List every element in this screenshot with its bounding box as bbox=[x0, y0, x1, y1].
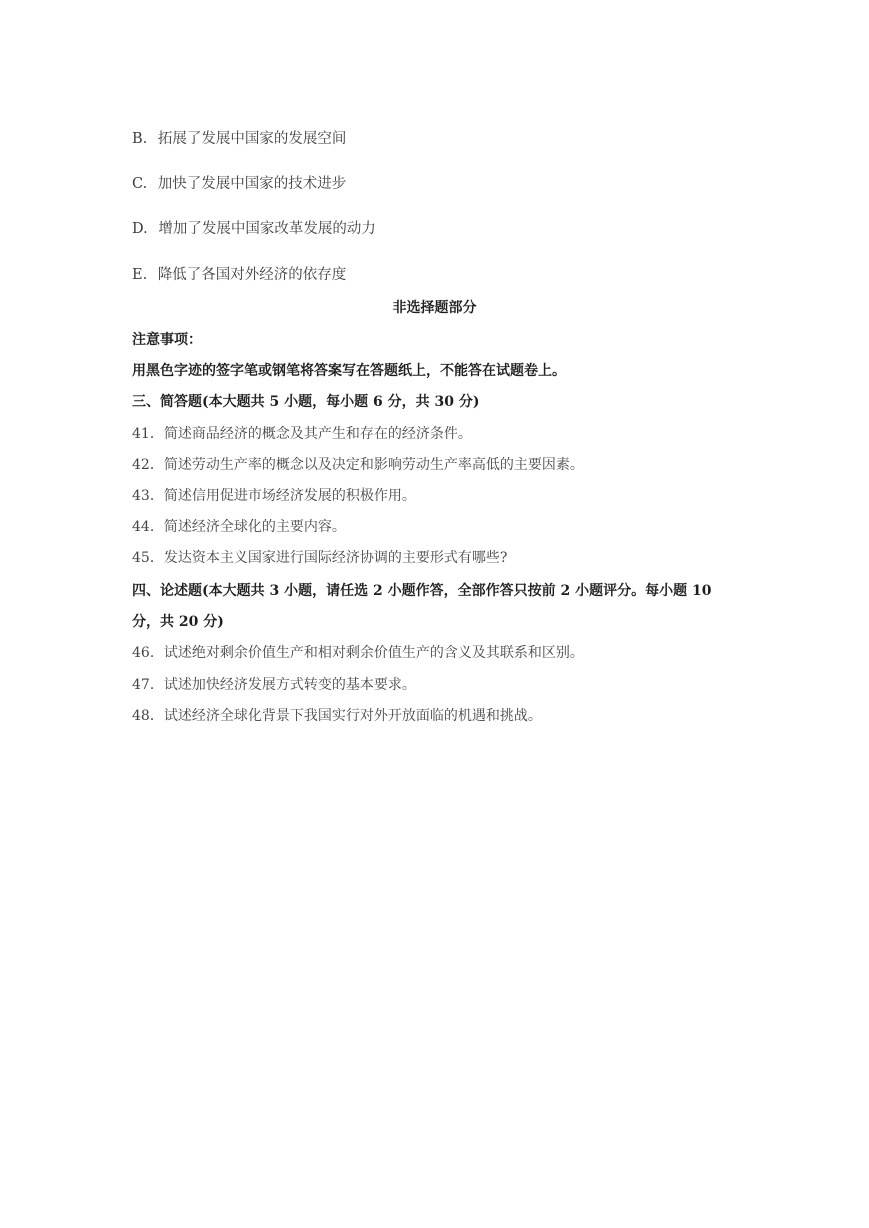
option-text: 加快了发展中国家的技术进步 bbox=[157, 176, 347, 192]
question-45: 45．发达资本主义国家进行国际经济协调的主要形式有哪些? bbox=[132, 550, 508, 566]
notice-heading: 注意事项： bbox=[132, 332, 202, 348]
option-letter: E. bbox=[132, 267, 148, 283]
option-e bbox=[132, 266, 346, 284]
question-41: 41．简述商品经济的概念及其产生和存在的经济条件。 bbox=[132, 426, 472, 442]
section-title: 非选择题部分 bbox=[392, 300, 477, 316]
part4-heading-line1: 四、论述题(本大题共 3 小题，请任选 2 小题作答，全部作答只按前 2 小题评分。每小题 10 bbox=[132, 583, 712, 599]
question-43: 43．简述信用促进市场经济发展的积极作用。 bbox=[132, 488, 416, 504]
question-44: 44．简述经济全球化的主要内容。 bbox=[132, 519, 346, 535]
option-b bbox=[132, 130, 346, 148]
question-46: 46．试述绝对剩余价值生产和相对剩余价值生产的含义及其联系和区别。 bbox=[132, 645, 584, 661]
part4-heading-line2: 分，共 20 分) bbox=[132, 614, 224, 630]
option-letter: D. bbox=[132, 221, 148, 237]
option-letter: B. bbox=[132, 131, 148, 147]
option-c bbox=[132, 175, 346, 193]
question-48: 48．试述经济全球化背景下我国实行对外开放面临的机遇和挑战。 bbox=[132, 708, 542, 724]
part3-heading: 三、简答题(本大题共 5 小题，每小题 6 分，共 30 分) bbox=[132, 394, 480, 410]
notice-text: 用黑色字迹的签字笔或钢笔将答案写在答题纸上，不能答在试题卷上。 bbox=[132, 363, 566, 379]
option-text: 拓展了发展中国家的发展空间 bbox=[157, 131, 347, 147]
question-42: 42．简述劳动生产率的概念以及决定和影响劳动生产率高低的主要因素。 bbox=[132, 457, 584, 473]
option-text: 降低了各国对外经济的依存度 bbox=[157, 267, 347, 283]
option-text: 增加了发展中国家改革发展的动力 bbox=[158, 221, 376, 237]
option-letter: C. bbox=[132, 176, 148, 192]
option-d bbox=[132, 220, 376, 238]
question-47: 47．试述加快经济发展方式转变的基本要求。 bbox=[132, 677, 416, 693]
